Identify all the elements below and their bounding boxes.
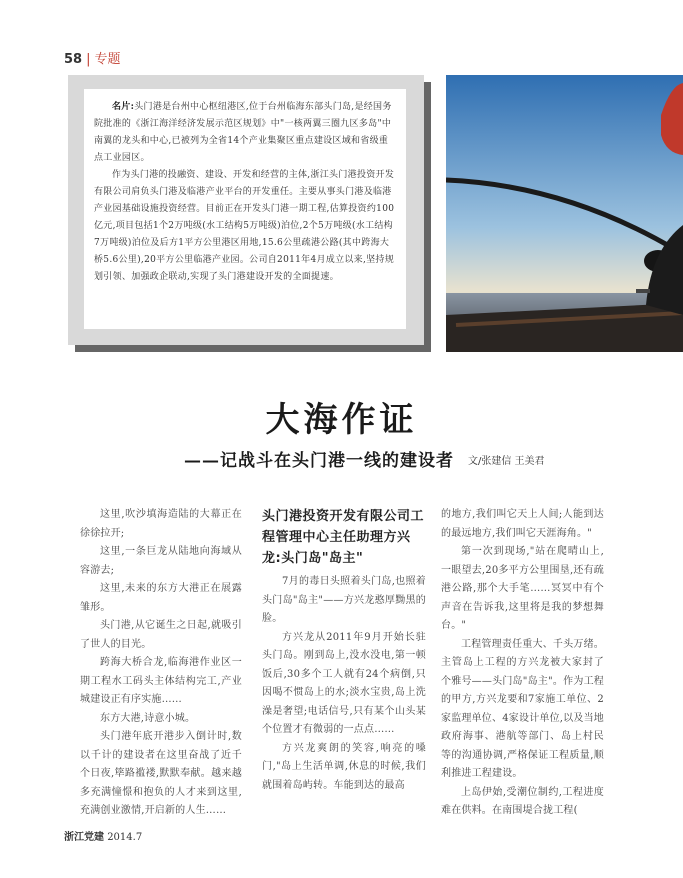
paragraph: 头门港,从它诞生之日起,就吸引了世人的目光。 bbox=[80, 620, 242, 650]
paragraph: 跨海大桥合龙,临海港作业区一期工程水工码头主体结构完工,产业城建设正有序实施…… bbox=[80, 657, 242, 705]
article-column-3 bbox=[441, 506, 604, 821]
paragraph: 这里,吹沙填海造陆的大幕正在徐徐拉开; bbox=[80, 509, 242, 539]
article-column-1 bbox=[80, 506, 242, 821]
article-column-2 bbox=[262, 506, 426, 795]
paragraph: 方兴龙从2011年9月开始长驻头门岛。刚到岛上,没水没电,第一顿饭后,30多个工人就有24个病倒,只因喝不惯岛上的水;淡水宝贵,岛上洗澡是奢望;电话信号,只有某个山头某个位置才有微弱的一点点…… bbox=[262, 631, 426, 735]
paragraph: 上岛伊始,受潮位制约,工程进度难在供料。在南围堤合拢工程( bbox=[441, 786, 604, 816]
article-author: 文/张建信 王美君 bbox=[468, 456, 545, 467]
info-paragraph bbox=[94, 99, 396, 167]
info-box bbox=[68, 75, 424, 345]
issue-number: 2014.7 bbox=[107, 832, 143, 843]
page-header bbox=[64, 48, 121, 67]
info-text: 作为头门港的投融资、建设、开发和经营的主体,浙江头门港投资开发有限公司肩负头门港及临港产业平台的开发重任。主要从事头门港及临港产业园基础设施投资经营。目前正在开发头门港一期工程,估算投资约100亿元,项目包括1个2万吨级(水工结构5万吨级)泊位,2个5万吨级(水工结构7万吨级)泊位及后方1平方公里港区用地,15.6公里疏港公路(其中跨海大桥5.6公里),20平方公里临港产业园。公司自2011年4月成立以来,坚持规划引领、加强政企联动,实现了头门港建设开发的全面提速。 bbox=[94, 170, 395, 282]
paragraph: 的地方,我们叫它天上人间;人能到达的最远地方,我们叫它天涯海角。" bbox=[441, 509, 604, 539]
paragraph: 头门港年底开港步入倒计时,数以千计的建设者在这里奋战了近千个日夜,筚路褴褛,默默奉献。越来越多充满憧憬和抱负的人才来到这里,充满创业激情,开启新的人生…… bbox=[80, 731, 242, 816]
page-number: 58 bbox=[64, 52, 83, 67]
paragraph: 工程管理责任重大、千头万绪。主管岛上工程的方兴龙被大家封了个雅号——头门岛"岛主"。作为工程的甲方,方兴龙要和7家施工单位、2家监理单位、4家设计单位,以及当地政府海事、港航等部门、岛上村民等的沟通协调,严格保证工程质量,顺利推进工程建设。 bbox=[441, 638, 604, 779]
info-box-text bbox=[94, 99, 396, 286]
info-lead: 名片: bbox=[112, 102, 135, 112]
paragraph: 这里,一条巨龙从陆地向海域从容游去; bbox=[80, 546, 242, 576]
page-footer bbox=[64, 828, 142, 843]
distant-ship bbox=[636, 289, 650, 293]
info-box-inner bbox=[84, 89, 406, 329]
paragraph: 方兴龙爽朗的笑容,响亮的嗓门,"岛上生活单调,休息的时候,我们就围着岛屿转。车能到达的最高 bbox=[262, 742, 426, 791]
section-label: 专题 bbox=[94, 52, 121, 67]
paragraph: 这里,未来的东方大港正在展露雏形。 bbox=[80, 583, 242, 613]
paragraph: 第一次到现场,"站在爬晴山上,一眼望去,20多平方公里围垦,还有疏港公路,那个大手笔……冥冥中有个声音在告诉我,这里将是我的梦想舞台。" bbox=[441, 546, 604, 631]
magazine-name: 浙江党建 bbox=[64, 832, 104, 843]
section-heading: 头门港投资开发有限公司工程管理中心主任助理方兴龙:头门岛"岛主" bbox=[262, 509, 425, 566]
info-text: 头门港是台州中心枢纽港区,位于台州临海东部头门岛,是经国务院批准的《浙江海洋经济发展示范区规划》中"一核两翼三圈九区多岛"中南翼的龙头和中心,已被列为全省14个产业集聚区重点建设区域和省级重点工业园区。 bbox=[94, 102, 392, 163]
info-paragraph bbox=[94, 167, 396, 286]
article-subtitle: ——记战斗在头门港一线的建设者 bbox=[184, 451, 454, 471]
paragraph: 东方大港,诗意小城。 bbox=[100, 712, 196, 724]
harbor-photo bbox=[446, 75, 683, 352]
article-title: 大海作证 bbox=[265, 400, 418, 440]
header-divider: | bbox=[86, 52, 91, 67]
paragraph: 7月的毒日头照着头门岛,也照着头门岛"岛主"——方兴龙憨厚黝黑的脸。 bbox=[262, 576, 426, 624]
